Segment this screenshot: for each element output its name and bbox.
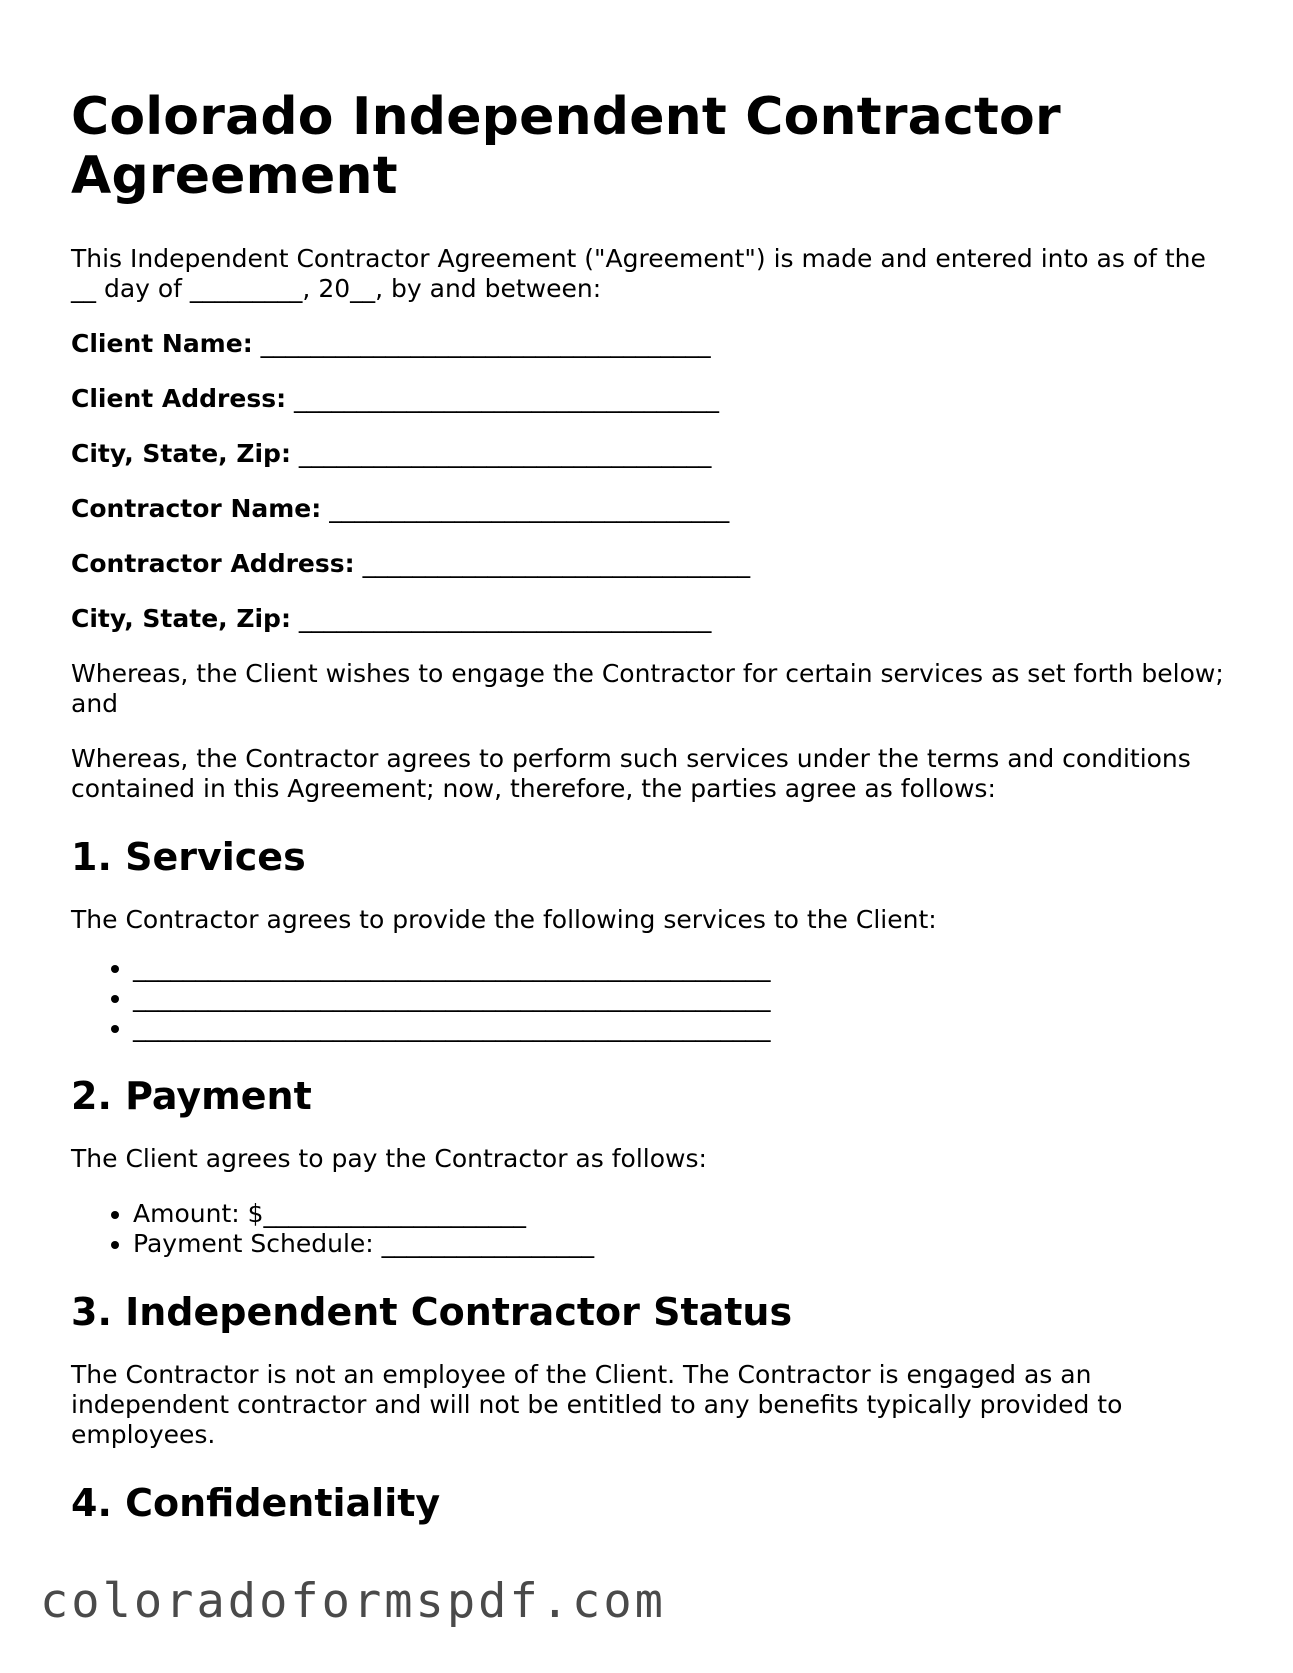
contractor-address-label: Contractor Address: [71, 549, 355, 578]
client-name-field [71, 329, 1231, 359]
watermark: coloradoformspdf.com [40, 1574, 666, 1629]
client-city-state-zip-field [71, 439, 1231, 469]
payment-text: The Client agrees to pay the Contractor as follows: [71, 1144, 707, 1173]
whereas-paragraph-1: Whereas, the Client wishes to engage the Contractor for certain services as set forth below; and [71, 659, 1224, 718]
contractor-address-blank[interactable]: _______________________________ [362, 549, 751, 578]
confidentiality-heading: 4. Confidentiality [71, 1481, 441, 1525]
contractor-city-state-zip-blank[interactable]: _________________________________ [298, 604, 712, 633]
document-page [71, 88, 1231, 1551]
contractor-status-heading: 3. Independent Contractor Status [71, 1290, 793, 1334]
whereas-paragraph-2: Whereas, the Contractor agrees to perform such services under the terms and conditions contained in this Agreement; now, therefore, the parties agree as follows: [71, 744, 1191, 803]
payment-amount-item[interactable]: • Amount: $_____________________ [133, 1199, 1231, 1229]
client-name-label: Client Name: [71, 329, 253, 358]
contractor-city-state-zip-label: City, State, Zip: [71, 604, 291, 633]
client-name-blank[interactable]: ____________________________________ [260, 329, 711, 358]
services-text: The Contractor agrees to provide the following services to the Client: [71, 905, 937, 934]
contractor-address-field [71, 549, 1231, 579]
intro-paragraph: This Independent Contractor Agreement ("Agreement") is made and entered into as of the __ day of _________, 20__, by and between: [71, 244, 1206, 303]
client-city-state-zip-label: City, State, Zip: [71, 439, 291, 468]
client-city-state-zip-blank[interactable]: _________________________________ [298, 439, 712, 468]
services-list-item[interactable]: • ___________________________________________________ [133, 983, 1231, 1013]
client-address-field [71, 384, 1231, 414]
contractor-name-field [71, 494, 1231, 524]
services-list-item[interactable]: • ___________________________________________________ [133, 1013, 1231, 1043]
services-heading: 1. Services [71, 835, 306, 879]
document-title: Colorado Independent Contractor Agreement [71, 87, 1061, 206]
payment-heading: 2. Payment [71, 1074, 312, 1118]
payment-list [71, 1199, 1231, 1259]
contractor-name-blank[interactable]: ________________________________ [329, 494, 730, 523]
client-address-label: Client Address: [71, 384, 287, 413]
client-address-blank[interactable]: __________________________________ [294, 384, 720, 413]
contractor-status-text: The Contractor is not an employee of the Client. The Contractor is engaged as an independent contractor and will not be entitled to any benefits typically provided to employees. [71, 1360, 1123, 1449]
services-list-item[interactable]: • ___________________________________________________ [133, 953, 1231, 983]
contractor-city-state-zip-field [71, 604, 1231, 634]
services-list [71, 953, 1231, 1043]
contractor-name-label: Contractor Name: [71, 494, 322, 523]
payment-schedule-item[interactable]: • Payment Schedule: _________________ [133, 1229, 1231, 1259]
